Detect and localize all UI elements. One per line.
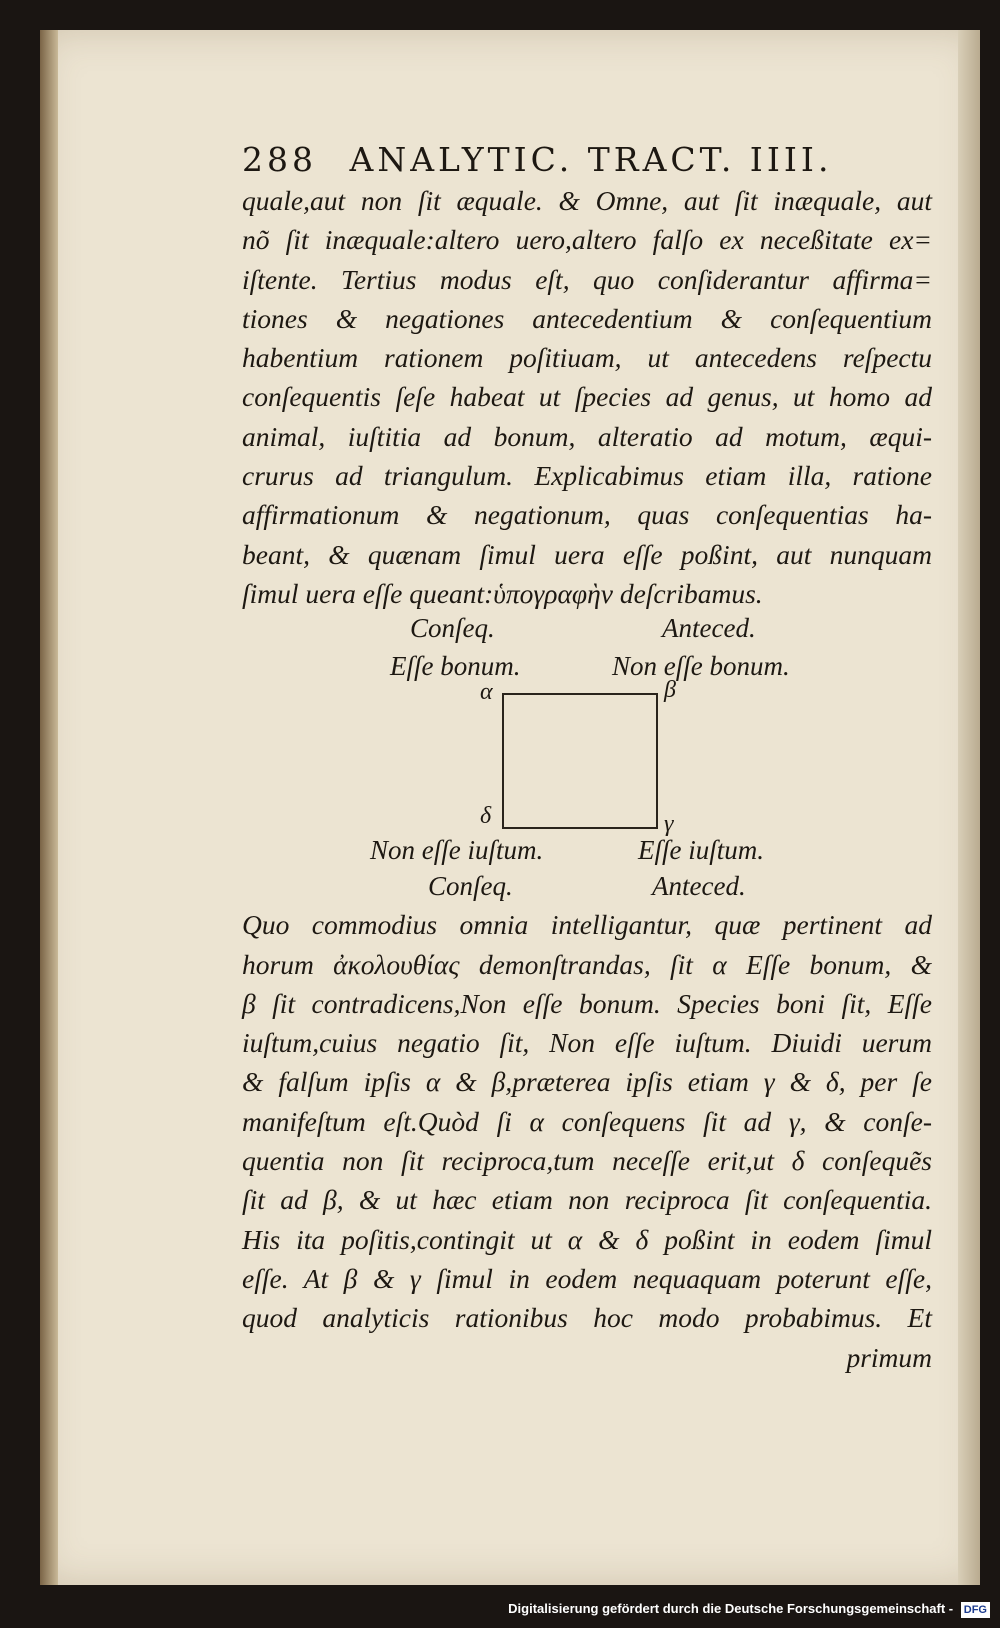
top-right-label: Non eſſe bonum.: [612, 651, 790, 682]
text-line: affirmationum & negationum, quas conſequentias ha-: [242, 499, 932, 531]
running-header: [242, 140, 932, 179]
vertex-gamma: γ: [664, 811, 674, 838]
text-line: habentium rationem poſitiuam, ut antecedens reſpectu: [242, 342, 932, 374]
bottom-left-label: Non eſſe iuſtum.: [370, 835, 544, 866]
opposition-square: [502, 693, 658, 829]
text-line: iſtente. Tertius modus eſt, quo conſiderantur affirma=: [242, 263, 932, 295]
digitization-footer: [508, 1594, 990, 1624]
text-line: crurus ad triangulum. Explicabimus etiam illa, ratione: [242, 460, 932, 492]
page-content: [242, 140, 932, 1377]
running-title: ANALYTIC. TRACT. IIII.: [349, 140, 833, 179]
text-line: & falſum ipſis α & β,præterea ipſis etiam γ & δ, per ſe: [242, 1066, 932, 1098]
catchword: primum: [846, 1341, 932, 1373]
text-line: horum ἀκολουθίας demonſtrandas, ſit α Eſſe bonum, &: [242, 948, 932, 980]
page-edge: [958, 30, 980, 1585]
footer-credit: Digitalisierung gefördert durch die Deutsche Forschungsgemeinschaft -: [508, 1601, 954, 1616]
paragraph-2: [242, 905, 932, 1337]
text-line: Quo commodius omnia intelligantur, quæ pertinent ad: [242, 909, 932, 941]
vertex-delta: δ: [480, 803, 492, 830]
book-page: [40, 30, 980, 1585]
paragraph-1: [242, 181, 932, 613]
top-left-label: Eſſe bonum.: [390, 651, 521, 682]
bottom-right-label: Eſſe iuſtum.: [638, 835, 764, 866]
text-line: conſequentis ſeſe habeat ut ſpecies ad genus, ut homo ad: [242, 381, 932, 413]
top-left-heading: Conſeq.: [410, 613, 495, 644]
text-line: quod analyticis rationibus hoc modo probabimus. Et: [242, 1302, 932, 1334]
top-right-heading: Anteced.: [662, 613, 756, 644]
text-line: β ſit contradicens,Non eſſe bonum. Species boni ſit, Eſſe: [242, 987, 932, 1019]
text-line: His ita poſitis,contingit ut α & δ poßint in eodem ſimul: [242, 1223, 932, 1255]
vertex-alpha: α: [480, 679, 493, 706]
text-line: eſſe. At β & γ ſimul in eodem nequaquam poterunt eſſe,: [242, 1262, 932, 1294]
text-line: tiones & negationes antecedentium & conſequentium: [242, 302, 932, 334]
vertex-beta: β: [664, 677, 676, 704]
dfg-logo: DFG: [961, 1602, 990, 1618]
bottom-right-heading: Anteced.: [652, 871, 746, 902]
text-line: animal, iuſtitia ad bonum, alteratio ad motum, æqui-: [242, 420, 932, 452]
page-number: 288: [242, 140, 317, 179]
text-line: quentia non ſit reciproca,tum neceſſe erit,ut δ conſequẽs: [242, 1145, 932, 1177]
text-line: manifeſtum eſt.Quòd ſi α conſequens ſit ad γ, & conſe-: [242, 1105, 932, 1137]
page-spine-shadow: [40, 30, 58, 1585]
text-line: ſit ad β, & ut hæc etiam non reciproca ſit conſequentia.: [242, 1184, 932, 1216]
text-line: beant, & quænam ſimul uera eſſe poßint, aut nunquam: [242, 538, 932, 570]
bottom-left-heading: Conſeq.: [428, 871, 513, 902]
text-line: iuſtum,cuius negatio ſit, Non eſſe iuſtum. Diuidi uerum: [242, 1027, 932, 1059]
text-line: ſimul uera eſſe queant:ὑπογραφὴν deſcribamus.: [242, 577, 763, 609]
square-of-opposition-diagram: [242, 613, 932, 905]
text-line: quale,aut non ſit æquale. & Omne, aut ſit inæquale, aut: [242, 185, 932, 216]
text-line: nõ ſit inæquale:altero uero,altero falſo ex neceßitate ex=: [242, 224, 932, 256]
